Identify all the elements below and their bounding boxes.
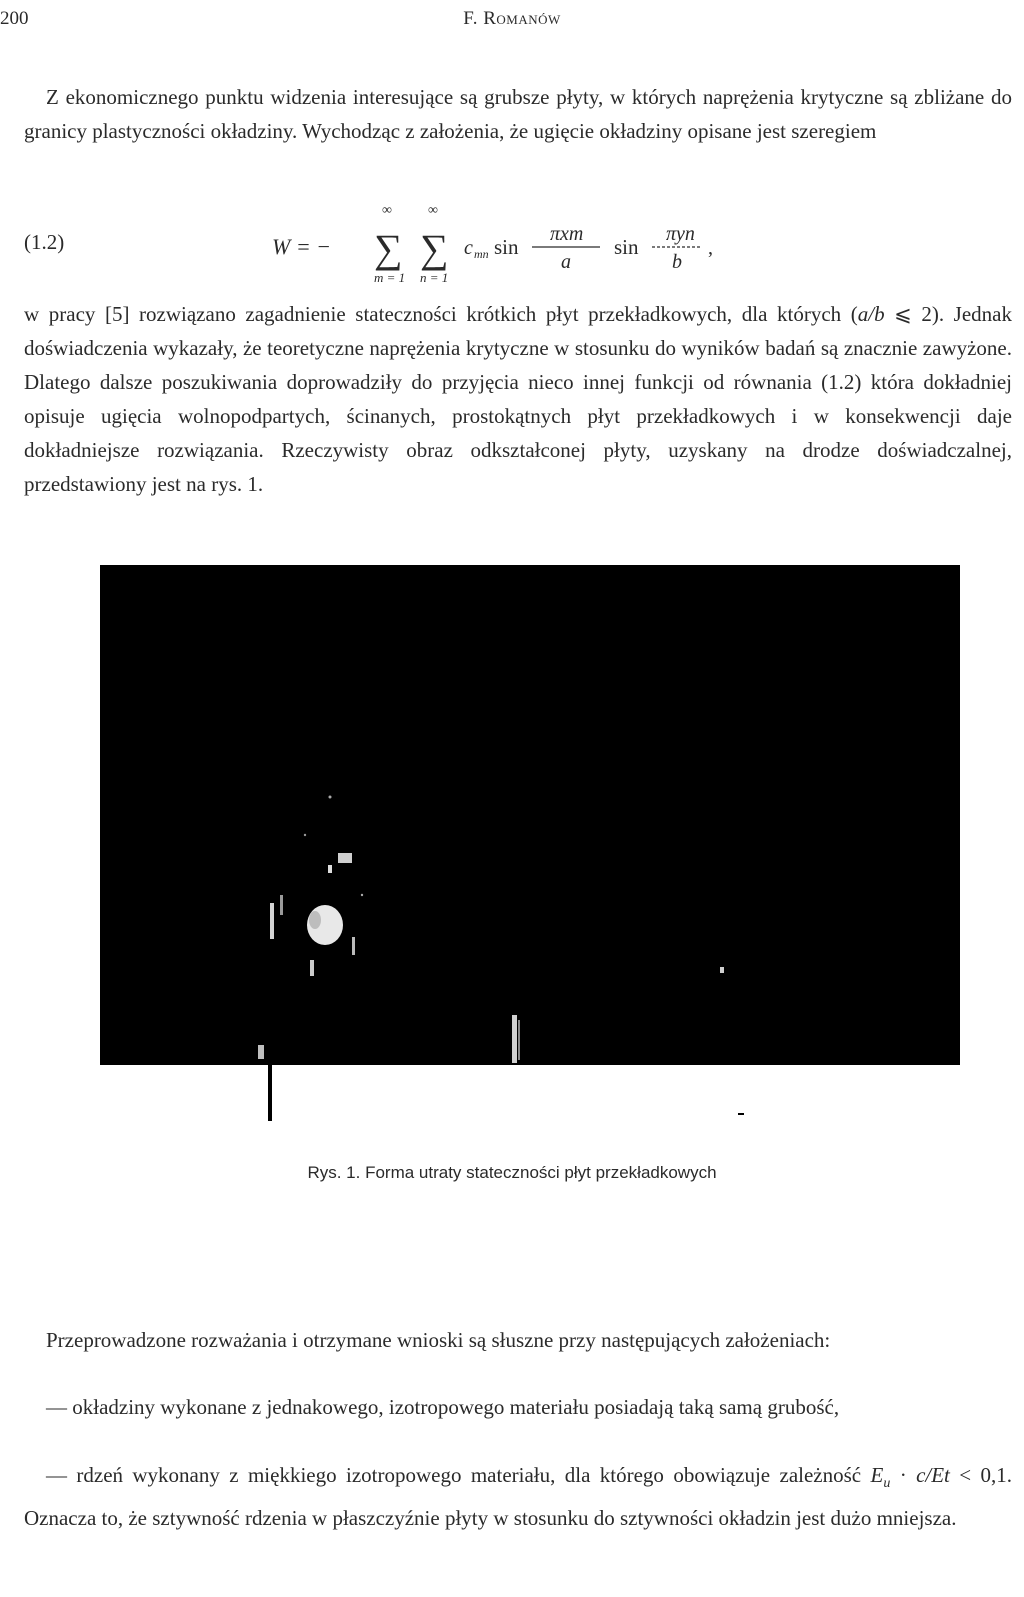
page-number: 200 xyxy=(0,8,29,29)
fraction-1-denominator: a xyxy=(561,251,571,273)
ratio-c-over-et: c/Et xyxy=(916,1463,950,1487)
modulus-subscript: u xyxy=(883,1476,891,1492)
svg-text:,: , xyxy=(708,237,713,259)
paragraph-analysis-part1: w pracy [5] rozwiązano zagadnienie stateczności krótkich płyt przekładkowych, dla których ( xyxy=(24,302,858,326)
paragraph-analysis-part2: ⩽ 2). Jednak doświadczenia wykazały, że teoretyczne naprężenia krytyczne w stosunku do wyników badań są znacznie zawyżone. Dlatego dalsze poszukiwania doprowadziły do przyjęcia nieco innej funkcji od równania (1.2) która dokładniej opisuje ugięcia wolnopodpartych, ścinanych, prostokątnych płyt przekładkowych i w konsekwencji daje dokładniejsze rozwiązania. Rzeczywisty obraz odkształconej płyty, uzyskany na drodze doświadczalnej, przedstawiony jest na rys. 1. xyxy=(24,302,1012,496)
running-title: F. Romanów xyxy=(463,8,561,29)
sum-bottom-m: m = 1 xyxy=(374,270,406,285)
sum-bottom-n: n = 1 xyxy=(420,270,449,285)
plate-buckling-photo xyxy=(100,565,960,1065)
equation-formula xyxy=(0,200,1024,292)
paragraph-intro: Z ekonomicznego punktu widzenia interesujące są grubsze płyty, w których naprężenia krytyczne są zbliżane do granicy plastyczności okładziny. Wychodząc z założenia, że ugięcie okładziny opisane jest szeregiem xyxy=(24,85,1012,143)
sine-1: sin xyxy=(494,235,519,259)
figure-1 xyxy=(100,565,960,1175)
sine-2: sin xyxy=(614,235,639,259)
coefficient: c xyxy=(464,237,473,259)
page-header xyxy=(0,8,1024,38)
figure-1-photograph xyxy=(100,565,960,1065)
ratio-a-over-b: a/b xyxy=(857,302,885,326)
sum-top-n: ∞ xyxy=(428,203,438,218)
multiply-dot: · xyxy=(890,1463,917,1487)
paragraph-analysis xyxy=(24,297,1012,501)
assumption-item-1: — okładziny wykonane z jednakowego, izotropowego materiału posiadają taką samą grubość, xyxy=(46,1395,840,1419)
modulus-symbol: E xyxy=(870,1463,884,1487)
scale-bar xyxy=(268,1065,272,1121)
sum-sign-m: ∑ xyxy=(374,226,403,271)
fraction-2-numerator: πyn xyxy=(666,223,695,245)
fraction-1-numerator: πxm xyxy=(550,223,584,245)
equation-1-2 xyxy=(0,200,1024,292)
assumption-item-2-part1: — rdzeń wykonany z miękkiego izotropowego materiału, dla którego obowiązuje zależność xyxy=(46,1463,871,1487)
paragraph-assumptions: Przeprowadzone rozważania i otrzymane wnioski są słuszne przy następujących założeniach: xyxy=(46,1328,831,1352)
sum-sign-n: ∑ xyxy=(420,226,449,271)
coefficient-subscript: mn xyxy=(474,247,489,261)
figure-1-caption: Rys. 1. Forma utraty stateczności płyt przekładkowych xyxy=(307,1163,717,1182)
fraction-2-denominator: b xyxy=(672,251,682,273)
equation-label: (1.2) xyxy=(24,230,65,254)
assumption-item-2-part2: < 0,1. Oznacza to, że sztywność rdzenia w płaszczyźnie płyty w stosunku do sztywności okładzin jest dużo mniejsza. xyxy=(24,1463,1013,1531)
assumption-item-2 xyxy=(24,1458,1012,1535)
scale-tick xyxy=(738,1113,744,1115)
sum-top-m: ∞ xyxy=(382,203,392,218)
equation-lhs: W = − xyxy=(272,234,332,259)
